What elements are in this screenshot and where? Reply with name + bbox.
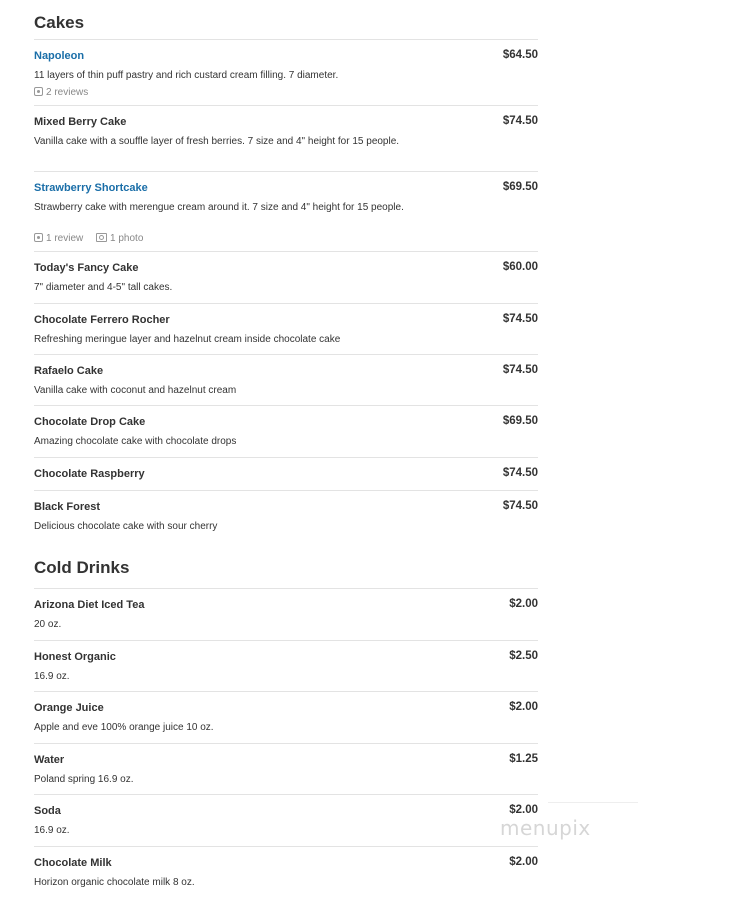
menu-item-soda: [34, 795, 538, 847]
item-price: $2.00: [509, 701, 538, 713]
item-name: Black Forest: [34, 501, 101, 513]
item-description: Strawberry cake with merengue cream around it. 7 size and 4" height for 15 people.: [34, 202, 404, 213]
photos-count: 1 photo: [110, 233, 144, 244]
item-price: $74.50: [502, 467, 538, 479]
item-name-link[interactable]: Strawberry Shortcake: [34, 182, 148, 194]
menu-item-chocolate-drop-cake: [34, 406, 538, 458]
item-name: Arizona Diet Iced Tea: [34, 599, 145, 611]
item-price: $69.50: [502, 415, 538, 427]
item-name: Today's Fancy Cake: [34, 262, 139, 274]
item-name: Rafaelo Cake: [34, 365, 104, 377]
item-name: Water: [34, 754, 65, 766]
reviews-count: 1 review: [46, 233, 84, 244]
item-description: 7" diameter and 4-5" tall cakes.: [34, 282, 173, 293]
menu-item-orange-juice: [34, 692, 538, 744]
item-description: 16.9 oz.: [34, 671, 70, 682]
item-price: $2.00: [509, 856, 538, 868]
item-name: Chocolate Raspberry: [34, 468, 145, 480]
item-price: $69.50: [502, 181, 538, 193]
item-name: Orange Juice: [34, 702, 104, 714]
reviews-link[interactable]: [34, 233, 83, 245]
item-price: $74.50: [502, 500, 538, 512]
menu: [34, 0, 538, 893]
menu-item-arizona-diet-iced-tea: [34, 589, 538, 641]
menu-item-rafaelo-cake: [34, 355, 538, 406]
item-description: Refreshing meringue layer and hazelnut cream inside chocolate cake: [34, 334, 341, 345]
menupix-watermark: menupix: [500, 816, 591, 840]
item-name: Chocolate Drop Cake: [34, 416, 146, 428]
item-name: Mixed Berry Cake: [34, 116, 127, 128]
menu-item-honest-organic: [34, 641, 538, 692]
item-price: $74.50: [502, 313, 538, 325]
camera-icon: [96, 233, 107, 242]
item-description: Delicious chocolate cake with sour cherry: [34, 521, 218, 532]
item-description: Poland spring 16.9 oz.: [34, 774, 134, 785]
item-description: Vanilla cake with coconut and hazelnut cream: [34, 385, 237, 396]
watermark-rule: [548, 802, 638, 803]
item-description: 16.9 oz.: [34, 825, 70, 836]
star-icon: [34, 233, 43, 242]
item-name: Chocolate Ferrero Rocher: [34, 314, 170, 326]
item-price: $74.50: [502, 115, 538, 127]
item-description: Amazing chocolate cake with chocolate drops: [34, 436, 237, 447]
menu-item-todays-fancy-cake: [34, 252, 538, 304]
item-description: 20 oz.: [34, 619, 62, 630]
item-price: $2.50: [509, 650, 538, 662]
item-name: Chocolate Milk: [34, 857, 112, 869]
item-price: $2.00: [509, 804, 538, 816]
menu-item-chocolate-raspberry: [34, 458, 538, 491]
item-price: $64.50: [502, 49, 538, 61]
menu-item-black-forest: [34, 491, 538, 537]
menu-item-mixed-berry-cake: [34, 106, 538, 172]
item-meta: [34, 87, 98, 99]
menu-item-chocolate-milk: [34, 847, 538, 893]
item-price: $1.25: [509, 753, 538, 765]
item-description: Apple and eve 100% orange juice 10 oz.: [34, 722, 214, 733]
item-price: $2.00: [509, 598, 538, 610]
section-title-cold-drinks: Cold Drinks: [34, 550, 538, 589]
menu-item-water: [34, 744, 538, 795]
menu-item-chocolate-ferrero-rocher: [34, 304, 538, 355]
item-description: Horizon organic chocolate milk 8 oz.: [34, 877, 195, 888]
section-title-cakes: Cakes: [34, 0, 538, 40]
menu-item-strawberry-shortcake: [34, 172, 538, 252]
star-icon: [34, 87, 43, 96]
item-meta: [34, 233, 153, 245]
item-price: $74.50: [502, 364, 538, 376]
reviews-link[interactable]: [34, 87, 88, 99]
item-name-link[interactable]: Napoleon: [34, 50, 85, 62]
item-name: Soda: [34, 805, 61, 817]
item-name: Honest Organic: [34, 651, 116, 663]
reviews-count: 2 reviews: [46, 87, 89, 98]
item-description: 11 layers of thin puff pastry and rich custard cream filling. 7 diameter.: [34, 70, 339, 81]
photos-link[interactable]: [96, 233, 143, 245]
item-description: Vanilla cake with a souffle layer of fresh berries. 7 size and 4" height for 15 people.: [34, 136, 400, 147]
item-price: $60.00: [502, 261, 538, 273]
menu-item-napoleon: [34, 40, 538, 106]
